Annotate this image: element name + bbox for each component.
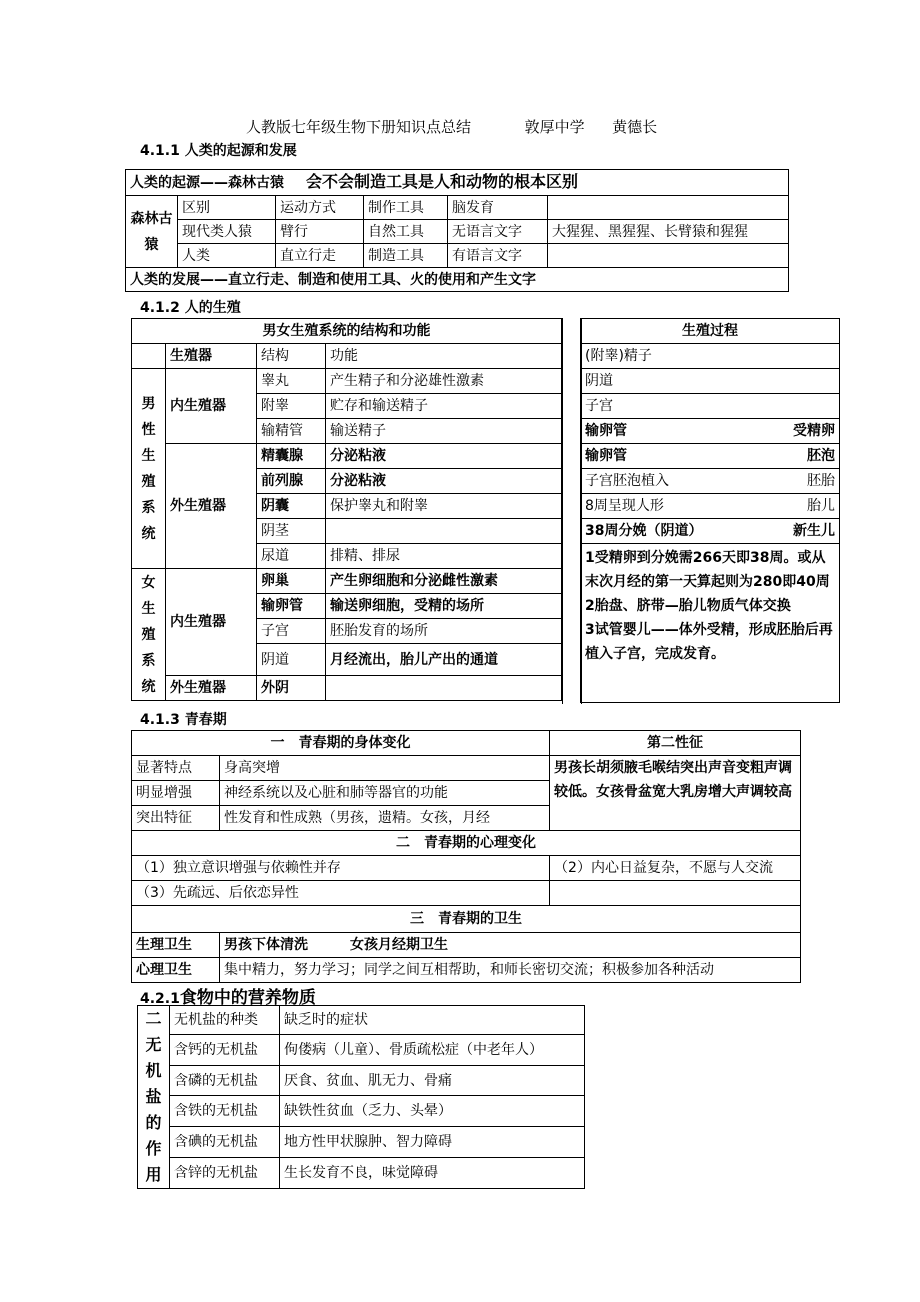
heading-412: 4.1.2 人的生殖: [140, 300, 241, 316]
hygiene-text: 男孩下体清洗 女孩月经期卫生: [220, 933, 801, 958]
header-cell: 区别: [178, 196, 276, 220]
header-cell: 脑发育: [448, 196, 548, 220]
heading-411: 4.1.1 人类的起源和发展: [140, 143, 297, 159]
function: 保护睾丸和附睾: [326, 494, 562, 519]
psy-item: （1）独立意识增强与依赖性并存: [132, 856, 550, 881]
hygiene-title: 三 青春期的卫生: [132, 906, 801, 933]
psy-item: （3）先疏远、后依恋异性: [132, 881, 550, 906]
process-place: 阴道: [585, 373, 613, 389]
doc-title: [246, 116, 657, 137]
title-main: 人教版七年级生物下册知识点总结: [246, 118, 472, 136]
psy-title: 二 青春期的心理变化: [132, 831, 801, 856]
process-place: (附睾)精子: [585, 348, 652, 364]
process-place: 子宫胚泡植入: [585, 473, 669, 489]
organ: 卵巢: [257, 569, 326, 594]
organ: 前列腺: [257, 469, 326, 494]
process-result: 受精卵: [793, 423, 835, 439]
inner-label: 内生殖器: [166, 569, 257, 676]
empty-cell: [548, 196, 789, 220]
mineral-symptom: 缺铁性贫血（乏力、头晕）: [280, 1096, 585, 1127]
process-step: [581, 494, 840, 519]
ape-cell: 大猩猩、黑猩猩、长臂猿和猩猩: [548, 220, 789, 244]
organ: 阴囊: [257, 494, 326, 519]
process-step: [581, 444, 840, 469]
human-cell: 直立行走: [276, 244, 364, 268]
empty-cell: [548, 244, 789, 268]
header-cell: 制作工具: [364, 196, 448, 220]
female-label: 女生殖系统: [132, 569, 166, 701]
table-gap: [562, 318, 582, 704]
outer-label: 外生殖器: [166, 676, 257, 701]
organ: 阴茎: [257, 519, 326, 544]
right-title: 生殖过程: [581, 319, 840, 344]
ape-cell: 自然工具: [364, 220, 448, 244]
human-cell: 制造工具: [364, 244, 448, 268]
col-head: 功能: [326, 344, 562, 369]
title-school: 敦厚中学: [524, 118, 585, 136]
mineral-symptom: 厌食、贫血、肌无力、骨痛: [280, 1065, 585, 1096]
empty-cell: [550, 881, 801, 906]
col-head: 生殖器: [166, 344, 257, 369]
body-text: 神经系统以及心脏和肺等器官的功能: [220, 781, 550, 806]
mineral-symptom: 佝偻病（儿童）、骨质疏松症（中老年人）: [280, 1034, 585, 1065]
mineral-type: 含碘的无机盐: [170, 1127, 280, 1158]
title-author: 黄德长: [612, 118, 658, 136]
function: 输送精子: [326, 419, 562, 444]
hygiene-label: 生理卫生: [132, 933, 220, 958]
human-cell: 人类: [178, 244, 276, 268]
table-origin: [125, 169, 789, 292]
inner-label: 内生殖器: [166, 369, 257, 444]
minerals-side-label: 二无机盐的作用: [138, 1006, 170, 1189]
process-result: 胎儿: [807, 498, 835, 514]
mineral-type: 含锌的无机盐: [170, 1158, 280, 1189]
process-place: 38周分娩（阴道）: [585, 523, 703, 539]
ape-cell: 现代类人猿: [178, 220, 276, 244]
col-head: 结构: [257, 344, 326, 369]
function: 产生精子和分泌雄性激素: [326, 369, 562, 394]
function: 输送卵细胞，受精的场所: [326, 594, 562, 619]
process-place: 输卵管: [585, 423, 627, 439]
process-step: [581, 394, 840, 419]
empty-cell: [132, 344, 166, 369]
process-step: [581, 519, 840, 544]
organ: 外阴: [257, 676, 326, 701]
body-text: 身高突增: [220, 756, 550, 781]
row-label-forest-ape: 森林古猿: [126, 196, 178, 268]
table-process: [580, 318, 840, 703]
body-label: 明显增强: [132, 781, 220, 806]
function: 月经流出，胎儿产出的通道: [326, 644, 562, 676]
left-title: 男女生殖系统的结构和功能: [132, 319, 562, 344]
process-step: [581, 369, 840, 394]
body-text: 性发育和性成熟（男孩，遗精。女孩，月经: [220, 806, 550, 831]
organ: 输精管: [257, 419, 326, 444]
function: 产生卵细胞和分泌雌性激素: [326, 569, 562, 594]
mineral-type: 含钙的无机盐: [170, 1034, 280, 1065]
mineral-head: 缺乏时的症状: [280, 1006, 585, 1035]
heading-421-text: 食物中的营养物质: [179, 988, 316, 1008]
function: [326, 676, 562, 701]
function: 贮存和输送精子: [326, 394, 562, 419]
ape-cell: 无语言文字: [448, 220, 548, 244]
table-reproductive-system: [131, 318, 562, 701]
table-puberty: [131, 730, 801, 983]
hygiene-text: 集中精力，努力学习；同学之间互相帮助，和师长密切交流；积极参加各种活动: [220, 958, 801, 983]
body-label: 显著特点: [132, 756, 220, 781]
organ: 输卵管: [257, 594, 326, 619]
organ: 附睾: [257, 394, 326, 419]
ape-cell: 臂行: [276, 220, 364, 244]
organ: 尿道: [257, 544, 326, 569]
second-sex-text: 男孩长胡须腋毛喉结突出声音变粗声调较低。女孩骨盆宽大乳房增大声调较高: [550, 756, 801, 831]
process-place: 8周呈现人形: [585, 498, 664, 514]
mineral-head: 无机盐的种类: [170, 1006, 280, 1035]
process-step: [581, 419, 840, 444]
function: 胚胎发育的场所: [326, 619, 562, 644]
hygiene-label: 心理卫生: [132, 958, 220, 983]
table-minerals: [137, 1005, 585, 1189]
second-sex-title: 第二性征: [550, 731, 801, 756]
organ: 精囊腺: [257, 444, 326, 469]
heading-413: 4.1.3 青春期: [140, 712, 227, 728]
outer-label: 外生殖器: [166, 444, 257, 569]
process-step: [581, 469, 840, 494]
process-place: 子宫: [585, 398, 613, 414]
function: [326, 519, 562, 544]
mineral-type: 含铁的无机盐: [170, 1096, 280, 1127]
origin-row: [126, 170, 789, 196]
organ: 睾丸: [257, 369, 326, 394]
mineral-symptom: 地方性甲状腺肿、智力障碍: [280, 1127, 585, 1158]
development-row: 人类的发展——直立行走、制造和使用工具、火的使用和产生文字: [126, 268, 789, 292]
function: 分泌粘液: [326, 469, 562, 494]
process-step: [581, 344, 840, 369]
human-cell: 有语言文字: [448, 244, 548, 268]
header-cell: 运动方式: [276, 196, 364, 220]
psy-item: （2）内心日益复杂，不愿与人交流: [550, 856, 801, 881]
process-result: 新生儿: [793, 523, 835, 539]
puberty-body-title: 一 青春期的身体变化: [132, 731, 550, 756]
origin-big-text: 会不会制造工具是人和动物的根本区别: [306, 172, 579, 191]
process-notes: 1受精卵到分娩需266天即38周。或从末次月经的第一天算起则为280即40周 2胎盘、脐带—胎儿物质气体交换 3试管婴儿——体外受精，形成胚胎后再植入子宫，完成发育。: [581, 544, 840, 703]
organ: 阴道: [257, 644, 326, 676]
process-result: 胚泡: [807, 448, 835, 464]
origin-text: 人类的起源——森林古猿: [130, 175, 284, 191]
body-label: 突出特征: [132, 806, 220, 831]
mineral-type: 含磷的无机盐: [170, 1065, 280, 1096]
process-result: 胚胎: [807, 473, 835, 489]
heading-421-num: 4.2.1: [140, 991, 180, 1007]
function: 分泌粘液: [326, 444, 562, 469]
organ: 子宫: [257, 619, 326, 644]
process-place: 输卵管: [585, 448, 627, 464]
male-label: 男性生殖系统: [132, 369, 166, 569]
mineral-symptom: 生长发育不良，味觉障碍: [280, 1158, 585, 1189]
function: 排精、排尿: [326, 544, 562, 569]
